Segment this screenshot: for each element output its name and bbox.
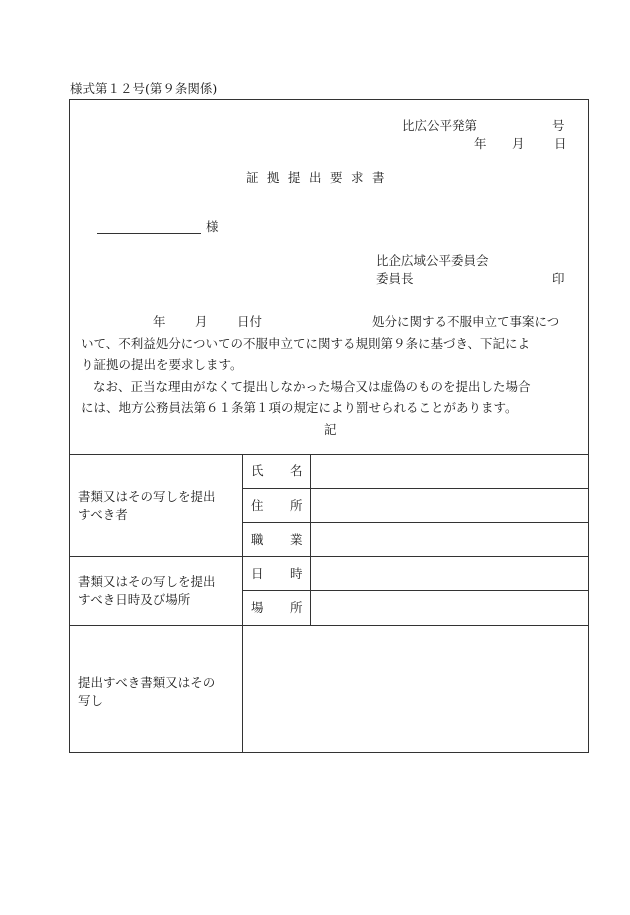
label-place-b: 所 (290, 600, 303, 615)
label-datetime-a: 日 (251, 566, 264, 581)
table-line-section-2 (69, 556, 589, 557)
date-month: 月 (512, 136, 525, 151)
row1-label-line1: 書類又はその写しを提出 (78, 489, 216, 504)
row3-label-line1: 提出すべき書類又はその (78, 675, 216, 690)
date-year: 年 (474, 136, 487, 151)
row1-label (78, 488, 216, 524)
table-sublabel-column-border (310, 454, 311, 625)
body-date-day: 日付 (237, 314, 263, 329)
body-line-3 (81, 359, 587, 381)
seal-mark: 印 (552, 271, 565, 286)
body-line-5 (81, 402, 587, 424)
row2-label (78, 573, 216, 609)
label-place-a: 場 (251, 600, 264, 615)
label-name-a: 氏 (251, 463, 264, 478)
ki-heading: 記 (324, 422, 337, 437)
table-line-name-address-sub (242, 488, 310, 489)
label-name-b: 名 (290, 463, 303, 478)
body-line-3-text: り証拠の提出を要求します。 (81, 357, 243, 372)
label-datetime-b: 時 (290, 566, 303, 581)
body-line-1-text: 処分に関する不服申立て事案につ (372, 314, 560, 329)
date-day: 日 (554, 136, 567, 151)
row1-label-line2: すべき者 (78, 507, 128, 523)
label-occupation-a: 職 (251, 532, 264, 547)
label-occupation-b: 業 (290, 532, 303, 547)
recipient-name-line (97, 233, 201, 234)
row2-label-line2: すべき日時及び場所 (78, 592, 191, 608)
body-date-year: 年 (153, 314, 166, 329)
document-number-suffix: 号 (552, 118, 565, 133)
row3-label-line2: 写し (78, 693, 104, 709)
table-line-address-occupation (242, 522, 589, 523)
body-line-4-text: なお、正当な理由がなくて提出しなかった場合又は虚偽のものを提出した場合 (93, 378, 531, 394)
issuer-organization: 比企広域公平委員会 (376, 253, 489, 268)
body-line-2 (81, 335, 587, 360)
row3-label (78, 674, 215, 710)
table-line-name-address (310, 488, 589, 489)
body-line-2-text: いて、不利益処分についての不服申立てに関する規則第９条に基づき、下記によ (81, 335, 531, 351)
form-number-label: 様式第１２号(第９条関係) (70, 81, 218, 96)
document-title: 証拠提出要求書 (246, 170, 394, 185)
row2-label-line1: 書類又はその写しを提出 (78, 574, 216, 589)
table-line-section-3 (69, 625, 589, 626)
table-label-column-border (242, 454, 243, 753)
body-line-5-text: には、地方公務員法第６１条第１項の規定により罰せられることがあります。 (81, 400, 518, 415)
body-line-1 (81, 316, 587, 338)
label-address-a: 住 (251, 498, 264, 513)
table-top-border (69, 454, 589, 455)
label-address-b: 所 (290, 498, 303, 513)
document-number-prefix: 比広公平発第 (402, 118, 478, 133)
body-line-4 (81, 378, 587, 403)
recipient-suffix: 様 (206, 219, 219, 234)
body-paragraph (81, 316, 587, 424)
table-line-datetime-place (242, 590, 589, 591)
body-date-month: 月 (195, 314, 208, 329)
issuer-position: 委員長 (376, 271, 414, 286)
